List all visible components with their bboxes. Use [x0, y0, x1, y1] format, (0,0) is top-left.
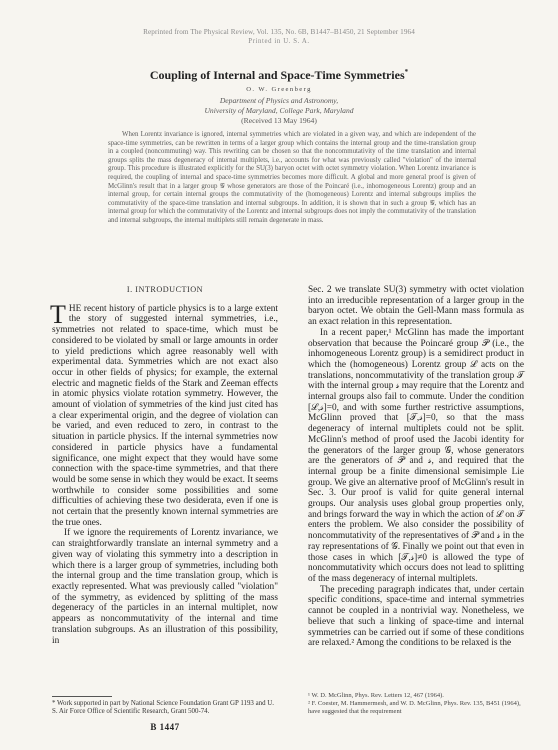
drop-cap: T — [50, 299, 66, 329]
footnote-funding-text: * Work supported in part by National Science Foundation Grant GP 1193 and U. S. Air Force Office of Scientific Research, Grant 500-74. — [52, 700, 274, 715]
intro-paragraph-1-text: HE recent history of particle physics is to a large extent the story of suggested internal symmetries, i.e., symmetries not related to space-time, which must be considered to be violated by small or large amounts in order to yield predictions which agree reasonably well with experimental data. Symmetries which are not exact also occur in other fields of physics; for example, the external electric and magnetic fields of the Stark and Zeeman effects in atomic physics violate rotation symmetry. However, the amount of violation of symmetries of the kind just cited has a clear experimental origin, and the degree of violation can be varied, and even reduced to zero, in contrast to the situation in particle physics. If the internal symmetries now considered in particle physics have a fundamental significance, one might expect that they would have some connection with the space-time symmetries, and that there would be some sense in which they would be exact. It seems worthwhile to consider some possibilities and some difficulties of achieving these two desiderata, even if one is not certain that the presently known internal symmetries are the true ones. — [52, 303, 278, 528]
paper-title — [0, 68, 558, 83]
affiliation-department: Department of Physics and Astronomy, — [219, 96, 339, 105]
right-column — [308, 285, 524, 649]
footnote-rule — [52, 696, 112, 697]
intro-paragraph-2: If we ignore the requirements of Lorentz invariance, we can straightforwardly translate an internal symmetry and a given way of violating this symmetry into a description in which there is a larger group of symmetries, including both the internal group and the time translation group, which is exactly represented. What was previously called "violation" of the symmetry, as evidenced by splitting of the mass degeneracy of the particles in an internal multiplet, now appears as noncommutativity of the internal and time translation subgroups. As an illustration of this possibility, in — [52, 528, 278, 646]
footnotes-references — [308, 692, 524, 715]
author: O. W. Greenberg — [246, 86, 312, 93]
title-text: Coupling of Internal and Space-Time Symmetries — [149, 68, 405, 82]
printed-in: Printed in U. S. A. — [248, 38, 310, 45]
abstract: When Lorentz invariance is ignored, internal symmetries which are violated in a given way, and which are independent of the space-time symmetries, can be rewritten in terms of a larger group which contains the internal group and the time-translation group in a coupled (noncommuting) way. This rewriting can be chosen so that the noncommutativity of the time translation and internal groups splits the mass degeneracy of internal multiplets, i.e., accounts for what was previously called "violation" of the internal group. This procedure is illustrated explicitly for the SU(3) baryon octet with octet symmetry violation. When Lorentz invariance is required, the coupling of internal and space-time symmetries becomes more difficult. A global and more general proof is given of McGlinn's result that in a larger group 𝒢 whose generators are those of the Poincaré (i.e., inhomogeneous Lorentz) group and an internal group, for certain internal groups the commutativity of the (homogeneous) Lorentz and internal subgroups implies the commutativity of the space-time translation and internal subgroups. In addition, it is shown that in such a group 𝒢, which has an internal group for which the commutativity of the Lorentz and internal subgroups does not imply the commutativity of the translation and internal subgroups, the internal multiplets still remain degenerate in mass. — [108, 131, 476, 224]
footnote-1: ¹ W. D. McGlinn, Phys. Rev. Letters 12, 467 (1964). — [308, 692, 444, 699]
footnote-funding — [52, 696, 278, 716]
footnote-2: ² F. Coester, M. Hammermesh, and W. D. McGlinn, Phys. Rev. 135, B451 (1964), have suggested that the requirement — [308, 699, 521, 715]
section-heading: I. INTRODUCTION — [126, 285, 204, 294]
intro-paragraph-1 — [50, 299, 278, 529]
page-number: B 1447 — [150, 722, 180, 732]
right-paragraph-2: In a recent paper,¹ McGlinn has made the important observation that because the Poincaré group 𝒫 (i.e., the inhomogeneous Lorentz group) is a semidirect product in which the (homogeneous) Lorentz group ℒ acts on the translations, noncommutativity of the translation group 𝒯 with the internal group 𝓈 may require that the Lorentz and internal groups also fail to commute. Under the condition [ℒ,𝓈]=0, and with some further restrictive assumptions, McGlinn proved that [𝒯,𝓈]=0, so that the mass degeneracy of internal multiplets could not be split. McGlinn's method of proof used the Jacobi identity for the generators of the larger group 𝒢, whose generators are the generators of 𝒫 and 𝓈, and required that the internal group be a finite dimensional semisimple Lie group. We give an alternative proof of McGlinn's result in Sec. 3. Our proof is valid for quite general internal groups. Our analysis uses global group properties only, and brings forward the way in which the action of ℒ on 𝒯 enters the problem. We also consider the possibility of noncommutativity of the representatives of 𝒫 and 𝓈 in the ray representations of 𝒢. Finally we point out that even in those cases in which [𝒯,𝓈]≠0 is allowed the type of noncommutativity which occurs does not lead to splitting of the mass degeneracy of internal multiplets. — [308, 327, 524, 584]
left-column — [52, 285, 278, 646]
reprint-line: Reprinted from The Physical Review, Vol. 135, No. 6B, B1447–B1450, 21 September 1964 — [143, 28, 415, 36]
right-paragraph-3: The preceding paragraph indicates that, under certain specific conditions, space-time and internal symmetries cannot be coupled in a nontrivial way. Nonetheless, we believe that such a linking of space-time and internal symmetries can be carried out if some of these conditions are relaxed.² Among the conditions to be relaxed is the — [308, 584, 524, 649]
title-footnote-mark: * — [404, 68, 409, 76]
received-date: (Received 13 May 1964) — [241, 116, 317, 125]
affiliation-university: University of Maryland, College Park, Maryland — [204, 106, 354, 115]
right-paragraph-1: Sec. 2 we translate SU(3) symmetry with octet violation into an irreducible representation of a larger group in the baryon octet. We obtain the Gell-Mann mass formula as an exact relation in this representation. — [308, 285, 524, 328]
